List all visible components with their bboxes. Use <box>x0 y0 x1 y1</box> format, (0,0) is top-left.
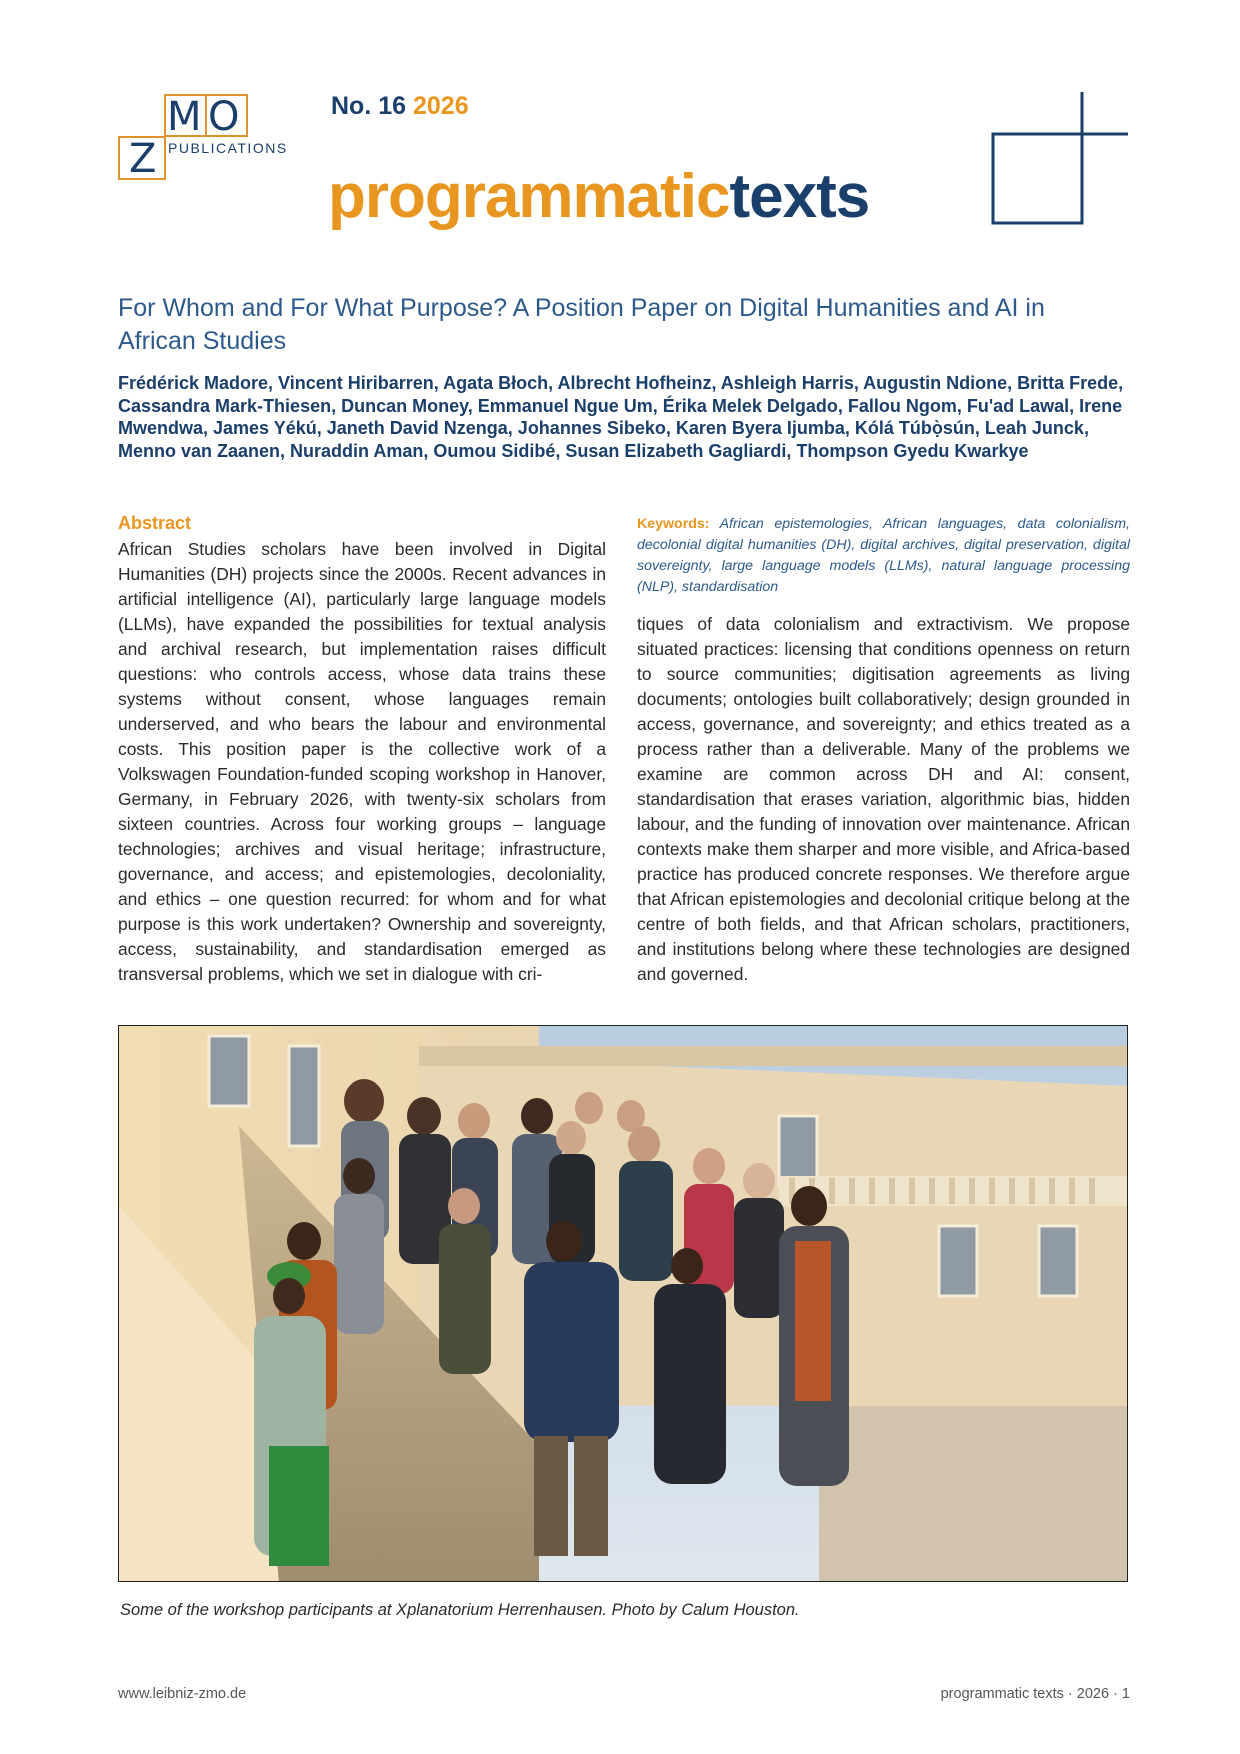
keywords-block <box>637 514 1130 598</box>
issue-year: 2026 <box>412 92 469 120</box>
brand-part-texts: texts <box>729 162 870 231</box>
issue-no: No. 16 <box>331 92 407 120</box>
logo-letter-m: M <box>167 94 202 140</box>
logo-letter-o: O <box>208 94 240 140</box>
footer-website[interactable]: www.leibniz-zmo.de <box>118 1686 247 1702</box>
figure-caption: Some of the workshop participants at Xplanatorium Herrenhausen. Photo by Calum Houston. <box>120 1601 800 1619</box>
abstract-heading: Abstract <box>118 513 192 533</box>
footer-page-label: programmatic texts · 2026 · 1 <box>940 1686 1130 1702</box>
keywords-label: Keywords: <box>637 516 710 532</box>
paper-title: For Whom and For What Purpose? A Position Paper on Digital Humanities and AI in African Studies <box>118 294 1045 355</box>
group-photo-illustration <box>119 1026 1128 1582</box>
abstract-column-1: African Studies scholars have been involved in Digital Humanities (DH) projects since the 2000s. Recent advances in artificial intelligence (AI), particularly large language models (LLMs), have expanded the possibilities for textual analysis and archival research, but implementation raises difficult questions: who controls access, whose data trains these systems without consent, whose languages remain underserved, and who bears the labour and environmental costs. This position paper is the collective work of a Volkswagen Foundation-funded scoping workshop in Hanover, Germany, in February 2026, with twenty-six scholars from sixteen countries. Across four working groups – language technologies; archives and visual heritage; infrastructure, governance, and access; and epistemologies, decoloniality, and ethics – one question recurred: for whom and for what purpose is this work undertaken? Ownership and sovereignty, access, sustainability, and standardisation emerged as transversal problems, which we set in dialogue with cri- <box>118 539 606 984</box>
logo-subtitle: PUBLICATIONS <box>168 140 288 156</box>
logo-letter-z: Z <box>129 136 157 182</box>
decorative-frame-icon <box>990 88 1130 228</box>
keywords-list: African epistemologies, African languages, data colonialism, decolonial digital humanities (DH), digital archives, digital preservation, digital sovereignty, large language models (LLMs), natural language processing (NLP), standardisation <box>637 516 1130 595</box>
series-brand <box>328 162 870 231</box>
issue-number <box>331 92 469 121</box>
group-photo <box>118 1025 1128 1582</box>
abstract-column-2: tiques of data colonialism and extractivism. We propose situated practices: licensing that conditions openness on return to source communities; digitisation agreements as living documents; ontologies built collaboratively; design grounded in access, governance, and sovereignty; and ethics treated as a process rather than a deliverable. Many of the problems we examine are common across DH and AI: consent, standardisation that erases variation, algorithmic bias, hidden labour, and the funding of innovation over maintenance. African contexts make them sharper and more visible, and Africa-based practice has produced concrete responses. We therefore argue that African epistemologies and decolonial critique belong at the centre of both fields, and that African scholars, practitioners, and institutions belong where these technologies are designed and governed. <box>637 614 1130 984</box>
brand-part-programmatic: programmatic <box>328 162 730 231</box>
author-list: Frédérick Madore, Vincent Hiribarren, Agata Błoch, Albrecht Hofheinz, Ashleigh Harris, Augustin Ndione, Britta Frede, Cassandra Mark-Thiesen, Duncan Money, Emmanuel Ngue Um, Érika Melek Delgado, Fallou Ngom, Fu'ad Lawal, Irene Mwendwa, James Yékú, Janeth David Nzenga, Johannes Sibeko, Karen Byera Ijumba, Kólá Túbọ̀sún, Leah Junck, Menno van Zaanen, Nuraddin Aman, Oumou Sidibé, Susan Elizabeth Gagliardi, Thompson Gyedu Kwarkye <box>118 373 1124 461</box>
